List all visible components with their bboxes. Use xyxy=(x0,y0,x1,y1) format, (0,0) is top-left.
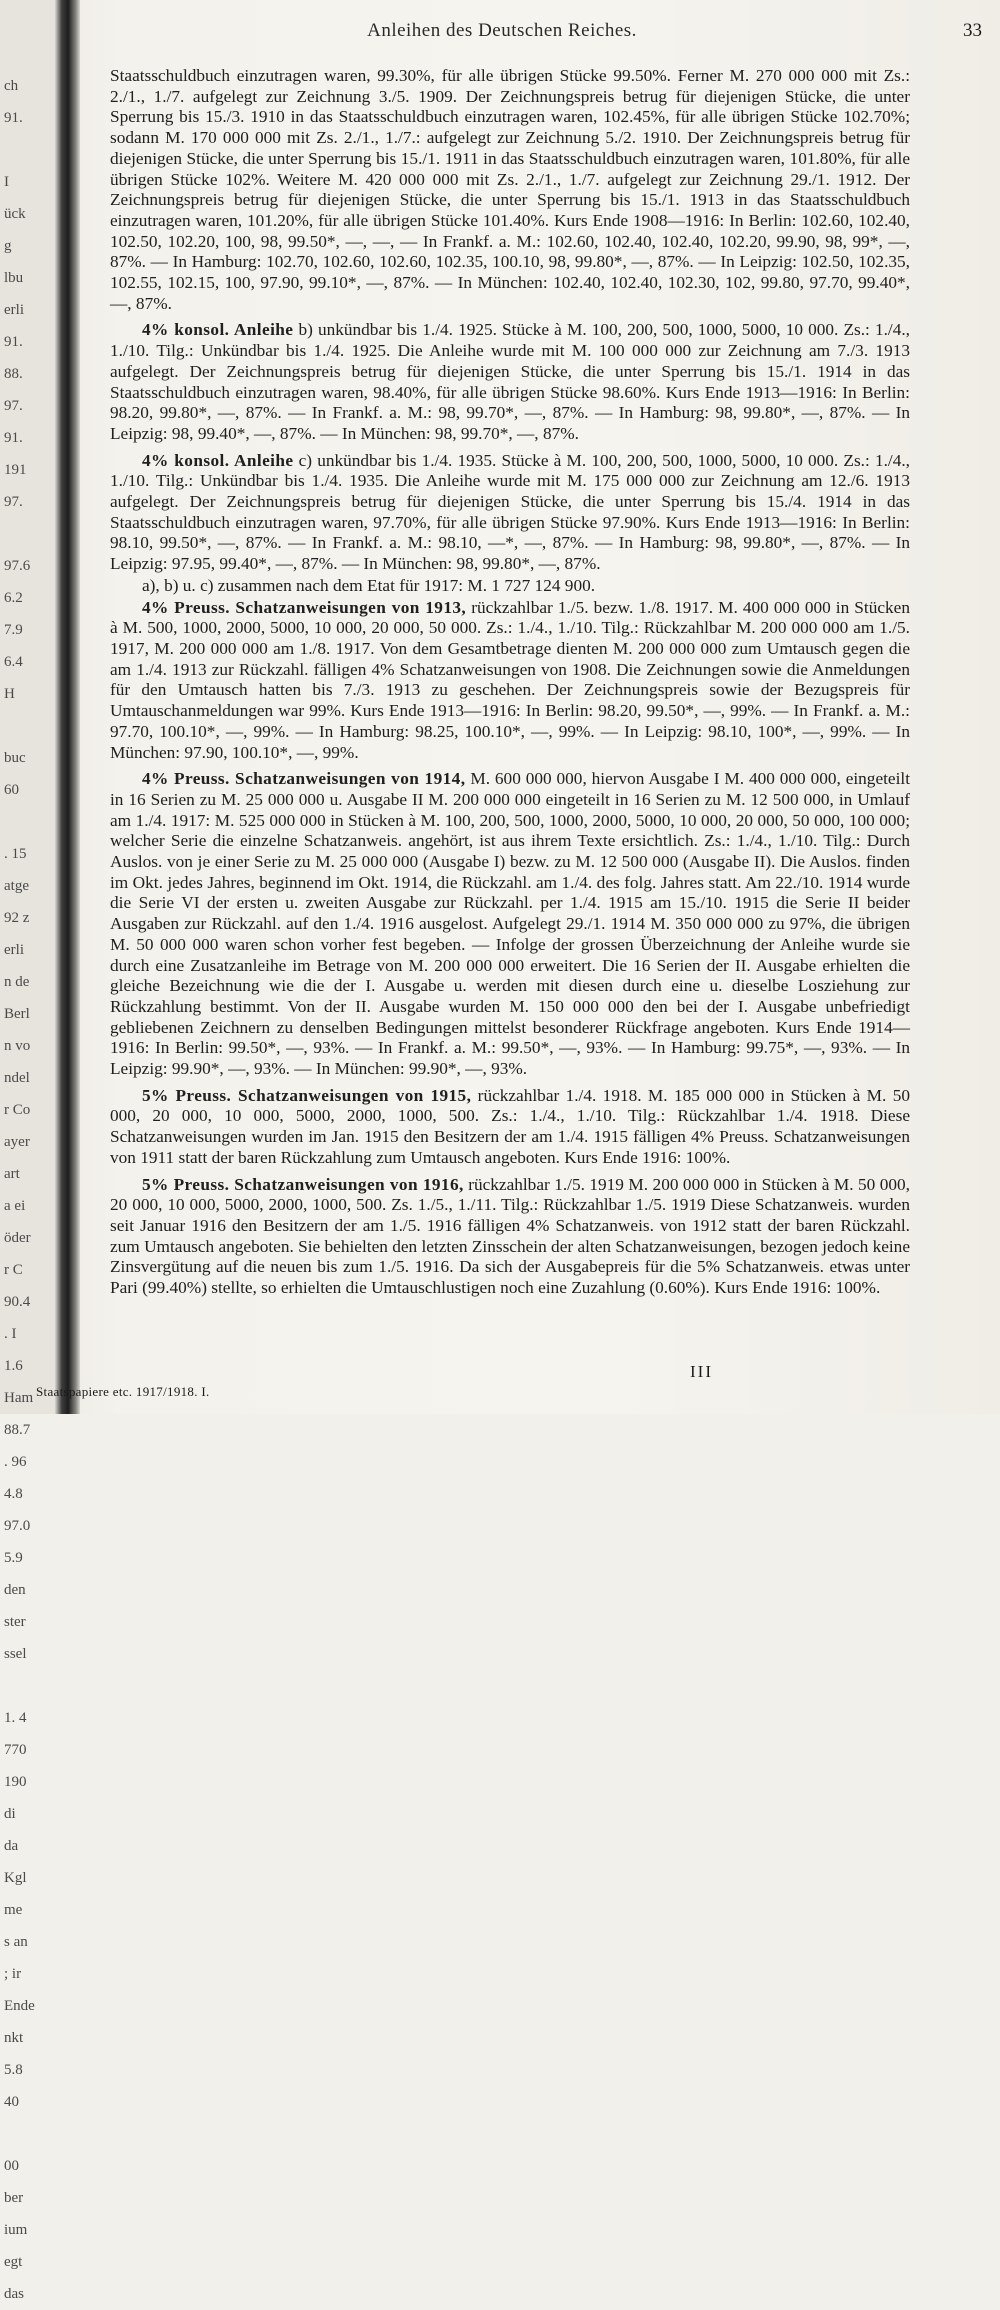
book-gutter xyxy=(54,0,80,1414)
paragraph-text: a), b) u. c) zusammen nach dem Etat für 1917: M. 1 727 124 900. xyxy=(142,575,596,595)
paragraph-5 xyxy=(110,598,910,764)
paragraph-heading: 4% konsol. Anleihe xyxy=(142,320,294,340)
paragraph-text: Staatsschuldbuch einzutragen waren, 99.30%, für alle übrigen Stücke 99.50%. Ferner M. 270 000 000 mit Zs.: 2./1., 1./7. aufgelegt zur Zeichnung 3./5. 1909. Der Zeichnungspreis betrug für diejenigen Stücke, die unter Sperrung bis 15./3. 1910 in das Staatsschuldbuch einzutragen waren, 102.45%, für alle übrigen Stücke 102.70%; sodann M. 170 000 000 mit Zs. 2./1., 1./7.: aufgelegt zur Zeichnung 5./2. 1910. Der Zeichnungspreis betrug für diejenigen Stücke, die unter Sperrung bis 15./1. 1911 in das Staatsschuldbuch einzutragen waren, 101.80%, für alle übrigen Stücke 102%. Weitere M. 420 000 000 mit Zs. 2./1., 1./7. aufgelegt zur Zeichnung 29./1. 1912. Der Zeichnungspreis betrug für diejenigen Stücke, die unter Sperrung bis 15./1. 1913 in das Staatsschuldbuch einzutragen waren, 101.20%, für alle übrigen Stücke 101.40%. Kurs Ende 1908—1916: In Berlin: 102.60, 102.40, 102.50, 102.20, 100, 98, 99.50*, —, —, — In Frankf. a. M.: 102.60, 102.40, 102.40, 102.20, 99.90, 98, 99*, —, 87%. — In Hamburg: 102.70, 102.60, 102.60, 102.35, 100.10, 98, 99.80*, —, 87%. — In Leipzig: 102.50, 102.35, 102.55, 102.15, 100, 97.90, 99.10*, —, 87%. — In München: 102.40, 102.40, 102.30, 102, 99.80, 97.70, 99.40*, —, 87%. xyxy=(110,66,910,313)
page-number: 33 xyxy=(963,20,982,41)
paragraph-heading: 4% Preuss. Schatzanweisungen von 1913, xyxy=(142,597,467,617)
paragraph-6 xyxy=(110,769,910,1080)
paragraph-text: rückzahlbar 1./5. 1919 M. 200 000 000 in Stücken à M. 50 000, 20 000, 10 000, 5000, 2000, 1000, 500. Zs. 1./5., 1./11. Tilg.: Rückzahlbar 1./5. 1919 Diese Schatzanweis. wurden seit Januar 1916 den Besitzern der am 1./5. 1916 fälligen 4% Schatzanweis. von 1912 statt der baren Rückzahl. zum Umtausch angeboten. Sie behielten den letzten Zinsschein der alten Schatzanweisungen, bezogen jedoch keine Zinsvergütung auf die neuen bis zum 1./5. 1916. Da sich der Ausgabepreis für die 5% Schatzanweis. etwas unter Pari (99.40%) stellte, so erhielten die Umtauschlustigen noch eine Zuzahlung (0.60%). Kurs Ende 1916: 100%. xyxy=(110,1174,910,1298)
body-text xyxy=(110,66,910,1300)
paragraph-3 xyxy=(110,451,910,575)
signature-mark: III xyxy=(690,1362,713,1381)
paragraph-1 xyxy=(110,66,910,314)
facing-page-edge xyxy=(0,0,62,2302)
paragraph-heading: 4% konsol. Anleihe xyxy=(142,450,294,470)
paragraph-4 xyxy=(110,576,910,597)
paragraph-8 xyxy=(110,1175,910,1299)
running-title: Anleihen des Deutschen Reiches. xyxy=(367,20,637,41)
paragraph-heading: 4% Preuss. Schatzanweisungen von 1914, xyxy=(142,769,466,789)
paragraph-text: rückzahlbar 1./4. 1918. M. 185 000 000 in Stücken à M. 50 000, 20 000, 10 000, 5000, 2000, 1000, 500. Zs.: 1./4., 1./10. Tilg.: Rückzahlbar 1./4. 1918. Diese Schatzanweisungen wurden im Jan. 1915 den Besitzern der am 1./4. 1915 fälligen 4% Preuss. Schatzanweisungen von 1911 statt der baren Rückzahlung zum Umtausch angeboten. Kurs Ende 1916: 100%. xyxy=(110,1085,910,1167)
paragraph-text: M. 600 000 000, hiervon Ausgabe I M. 400 000 000, eingeteilt in 16 Serien zu M. 25 000 000 u. Ausgabe II M. 200 000 000 eingeteilt in 16 Serien zu M. 12 500 000, in Umlauf am 1./4. 1917: M. 525 000 000 in Stücken à M. 100, 200, 500, 1000, 2000, 5000, 10 000, 20 000, 50 000, 100 000; welcher Serie die einzelne Schatzanweis. angehört, ist aus ihrem Texte ersichtlich. Zs.: 1./4., 1./10. Tilg.: Durch Auslos. von je einer Serie zu M. 25 000 000 (Ausgabe I) bezw. zu M. 12 500 000 (Ausgabe II). Die Auslos. finden im Okt. jedes Jahres, beginnend im Okt. 1914, die Rückzahl. am 1./4. des folg. Jahres statt. Am 22./10. 1914 wurde die Serie VI der ersten u. zweiten Ausgabe zur Rückzahl. per 1./4. 1915 am 15./10. 1915 die Serie II beider Ausgaben zur Rückzahl. auf den 1./4. 1916 ausgelost. Aufgelegt 29./1. 1914 M. 350 000 000 zu 97%, die übrigen M. 50 000 000 waren schon vorher fest begeben. — Infolge der grossen Überzeichnung der Anleihe wurde sie durch eine Zusatzanleihe im Betrage von M. 200 000 000 erweitert. Die 16 Serien der II. Ausgabe erhielten die gleiche Bezeichnung wie die der I. Ausgabe u. werden mit diesen durch eine u. dieselbe Losziehung zur Rückzahlung bestimmt. Von der II. Ausgabe wurden M. 150 000 000 den bei der I. Ausgabe unbefriedigt gebliebenen Zeichnern zu denselben Bedingungen mittelst besonderer Rückfrage angeboten. Kurs Ende 1914—1916: In Berlin: 99.50*, —, 93%. — In Frankf. a. M.: 99.50*, —, 93%. — In Hamburg: 99.75*, —, 93%. — In Leipzig: 99.90*, —, 93%. — In München: 99.90*, —, 93%. xyxy=(110,769,910,1079)
paragraph-2 xyxy=(110,320,910,444)
paragraph-text: rückzahlbar 1./5. bezw. 1./8. 1917. M. 400 000 000 in Stücken à M. 500, 1000, 2000, 5000, 10 000, 20 000, 50 000. Zs.: 1./4., 1./10. Tilg.: Rückzahlbar M. 200 000 000 am 1./5. 1917, M. 200 000 000 am 1./8. 1917. Von dem Gesamtbetrage dienten M. 200 000 000 zum Umtausch gegen die am 1./4. 1913 zur Rückzahl. fälligen 4% Schatzanweisungen von 1908. Die Zeichnungen sowie die Anmeldungen für den Umtausch hatten bis 7./3. 1913 zu geschehen. Der Zeichnungspreis sowie der Bezugspreis für Umtauschanmeldungen war 99%. Kurs Ende 1913—1916: In Berlin: 98.20, 99.50*, —, 99%. — In Frankf. a. M.: 97.70, 100.10*, —, 99%. — In Hamburg: 98.25, 100.10*, —, 99%. — In Leipzig: 98.10, 100*, —, 99%. — In München: 97.90, 100.10*, —, 99%. xyxy=(110,597,910,762)
facing-page-fragments: ch 91. I ück g lbu erli 91. 88. 97. 91. 191 97. 97.6 6.2 7.9 6.4 H buc 60 . 15 atge 92 z erli n de Berl n vo ndel r Co ayer art a ei öder r C 90.4 . I 1.6 Ham 88.7 . 96 4.8 97.0 5.9 den ster ssel 1. 4 770 190 di da Kgl me s an ; ir Ende nkt 5.8 40 00 ber ium egt das xyxy=(4,78,35,2302)
paragraph-heading: 5% Preuss. Schatzanweisungen von 1915, xyxy=(142,1085,472,1105)
paragraph-7 xyxy=(110,1086,910,1169)
paragraph-heading: 5% Preuss. Schatzanweisungen von 1916, xyxy=(142,1174,464,1194)
document-page xyxy=(92,10,992,1410)
paragraph-text: c) unkündbar bis 1./4. 1935. Stücke à M. 100, 200, 500, 1000, 5000, 10 000. Zs.: 1./4., 1./10. Tilg.: Unkündbar bis 1./4. 1935. Die Anleihe wurde mit M. 175 000 000 zur Zeichnung am 12./6. 1913 aufgelegt. Der Zeichnungspreis betrug für diejenigen Stücke, die unter Sperrung bis 15./4. 1914 in das Staatsschuldbuch einzutragen waren, 97.70%, für alle übrigen Stücke 97.90%. Kurs Ende 1913—1916: In Berlin: 98.10, 99.50*, —, 87%. — In Frankf. a. M.: 98.10, —*, —, 87%. — In Hamburg: 98, 99.80*, —, 87%. — In Leipzig: 97.95, 99.40*, —, 87%. — In München: 98, 99.80*, —, 87%. xyxy=(110,450,910,574)
paragraph-text: b) unkündbar bis 1./4. 1925. Stücke à M. 100, 200, 500, 1000, 5000, 10 000. Zs.: 1./4., 1./10. Tilg.: Unkündbar bis 1./4. 1925. Die Anleihe wurde mit M. 100 000 000 zur Zeichnung am 7./3. 1913 aufgelegt. Der Zeichnungspreis betrug für diejenigen Stücke, die unter Sperrung bis 15./1. 1914 in das Staatsschuldbuch einzutragen waren, 98.40%, für alle übrigen Stücke 98.60%. Kurs Ende 1913—1916: In Berlin: 98.20, 99.80*, —, 87%. — In Frankf. a. M.: 98, 99.70*, —, 87%. — In Hamburg: 98, 99.80*, —, 87%. — In Leipzig: 98, 99.40*, —, 87%. — In München: 98, 99.70*, —, 87%. xyxy=(110,320,910,443)
footer-imprint: Staatspapiere etc. 1917/1918. I. xyxy=(36,1384,210,1399)
